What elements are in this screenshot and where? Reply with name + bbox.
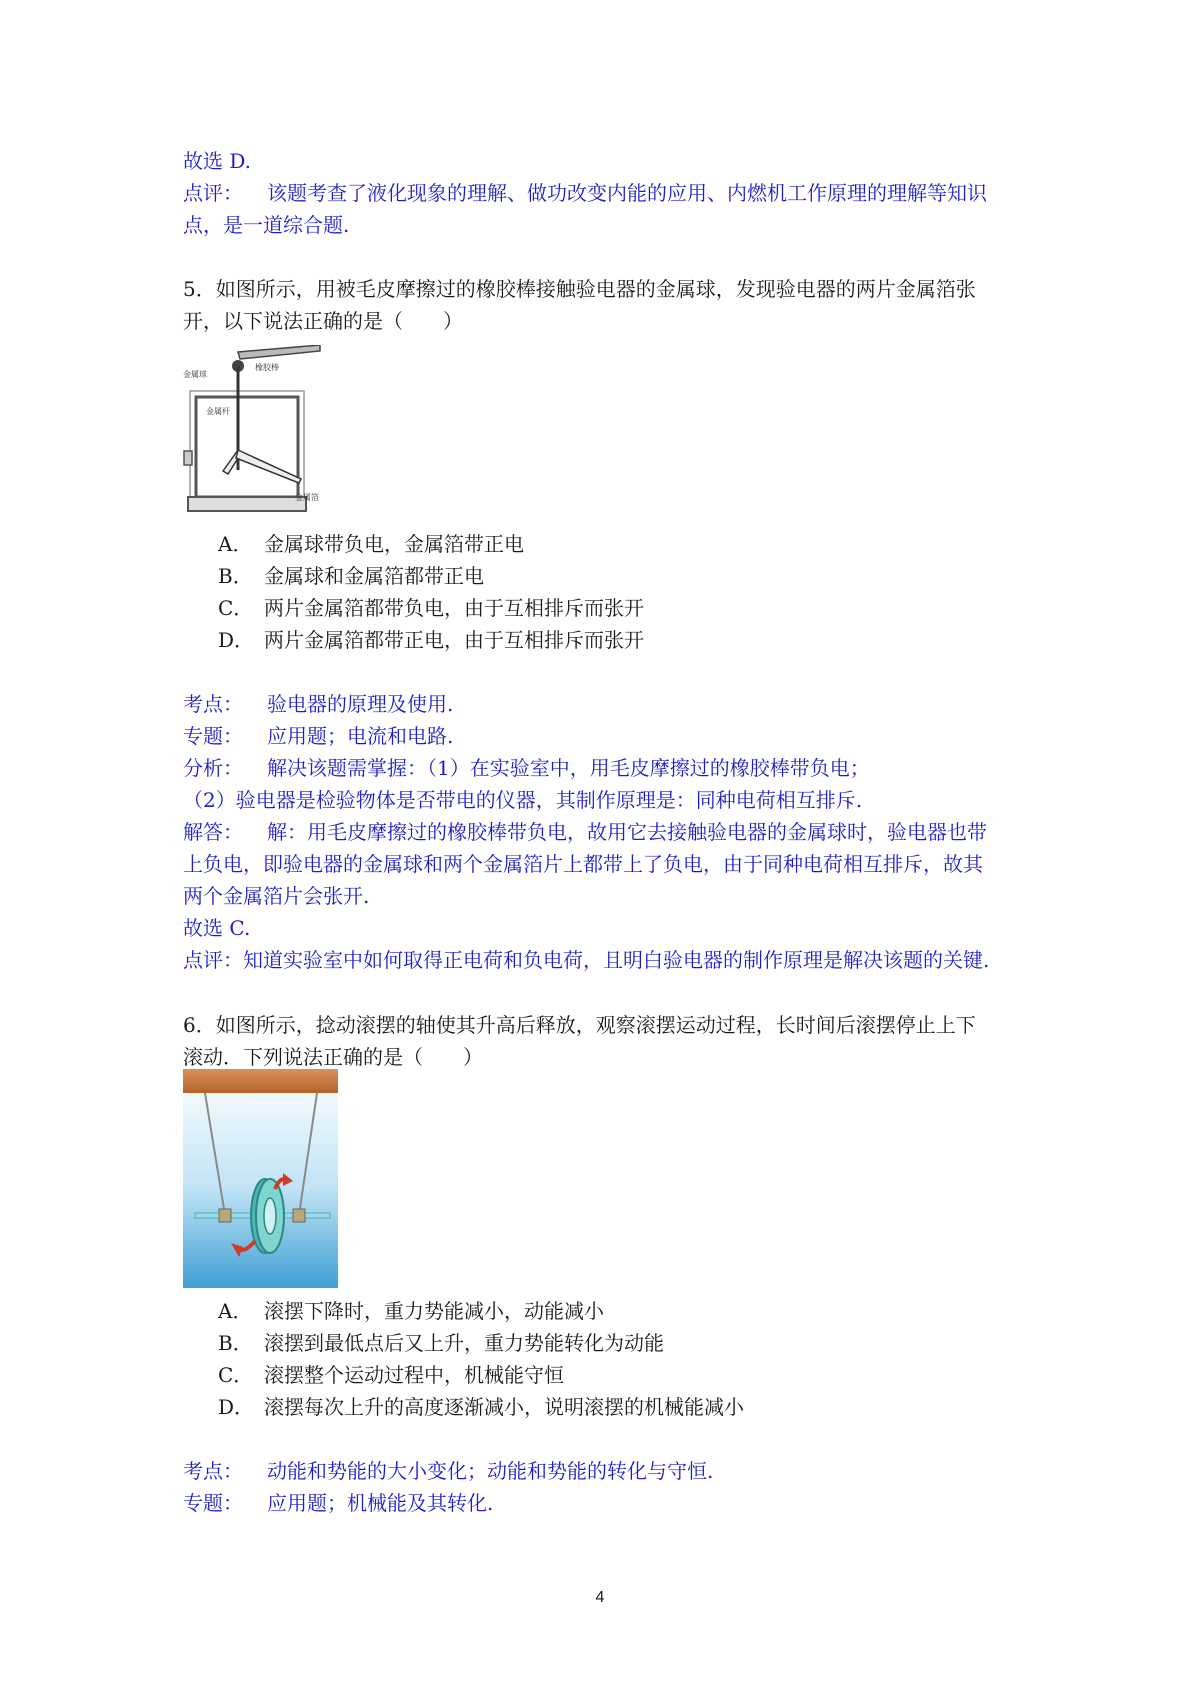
q5-option-b: B． 金属球和金属箔都带正电 <box>218 564 484 588</box>
q5-conclusion: 故选 C. <box>183 916 251 940</box>
q5-option-a: A． 金属球带负电，金属箔带正电 <box>218 532 524 556</box>
prev-comment-line1 <box>183 181 987 205</box>
label-metal-bar: 金属杆 <box>206 407 230 416</box>
q5-option-c: C． 两片金属箔都带负电，由于互相排斥而张开 <box>218 596 644 620</box>
metal-foil-right <box>236 450 301 483</box>
prev-conclusion: 故选 D. <box>183 149 252 173</box>
q5-fenxi-line1: 分析： 解决该题需掌握：（1）在实验室中，用毛皮摩擦过的橡胶棒带负电； <box>183 756 870 780</box>
q5-option-d: D． 两片金属箔都带正电，由于互相排斥而张开 <box>218 628 644 652</box>
q6-option-a: A． 滚摆下降时，重力势能减小，动能减小 <box>218 1299 604 1323</box>
q6-kaodian: 考点： 动能和势能的大小变化；动能和势能的转化与守恒. <box>183 1459 714 1483</box>
q5-kaodian: 考点： 验电器的原理及使用. <box>183 692 454 716</box>
prev-comment-line2: 点，是一道综合题. <box>183 213 350 237</box>
electroscope-figure <box>183 345 323 517</box>
prev-comment-text: 该题考查了液化现象的理解、做功改变内能的应用、内燃机工作原理的理解等知识 <box>267 181 987 205</box>
q6-option-c: C． 滚摆整个运动过程中，机械能守恒 <box>218 1363 564 1387</box>
q6-stem-line1: 6．如图所示，捻动滚摆的轴使其升高后释放，观察滚摆运动过程，长时间后滚摆停止上下 <box>183 1013 976 1037</box>
q5-jieda-line2: 上负电，即验电器的金属球和两个金属箔片上都带上了负电，由于同种电荷相互排斥，故其 <box>183 852 983 876</box>
label-rubber-rod: 橡胶棒 <box>255 363 279 372</box>
rubber-rod <box>238 345 320 359</box>
page-number: 4 <box>595 1589 605 1606</box>
q5-comment: 点评：知道实验室中如何取得正电荷和负电荷，且明白验电器的制作原理是解决该题的关键. <box>183 948 990 972</box>
q5-zhuanti: 专题： 应用题；电流和电路. <box>183 724 454 748</box>
electroscope-base <box>188 497 306 511</box>
q5-jieda-line1: 解答： 解：用毛皮摩擦过的橡胶棒带负电，故用它去接触验电器的金属球时，验电器也带 <box>183 820 987 844</box>
q5-stem-line1: 5．如图所示，用被毛皮摩擦过的橡胶棒接触验电器的金属球，发现验电器的两片金属箔张 <box>183 277 976 301</box>
wooden-beam <box>183 1069 338 1093</box>
q6-option-d: D． 滚摆每次上升的高度逐渐减小，说明滚摆的机械能减小 <box>218 1395 744 1419</box>
maxwell-wheel-figure <box>183 1069 338 1288</box>
q5-jieda-line3: 两个金属箔片会张开. <box>183 884 370 908</box>
label-metal-foil: 金属箔 <box>295 493 319 502</box>
q6-stem-line2: 滚动．下列说法正确的是（ ） <box>183 1045 483 1069</box>
q5-stem-line2: 开，以下说法正确的是（ ） <box>183 309 463 333</box>
label-metal-ball: 金属球 <box>183 370 207 379</box>
q5-fenxi-line2: （2）验电器是检验物体是否带电的仪器，其制作原理是：同种电荷相互排斥. <box>183 788 863 812</box>
prev-comment-label: 点评： <box>183 181 243 205</box>
q6-option-b: B． 滚摆到最低点后又上升，重力势能转化为动能 <box>218 1331 664 1355</box>
q6-zhuanti: 专题： 应用题；机械能及其转化. <box>183 1491 494 1515</box>
